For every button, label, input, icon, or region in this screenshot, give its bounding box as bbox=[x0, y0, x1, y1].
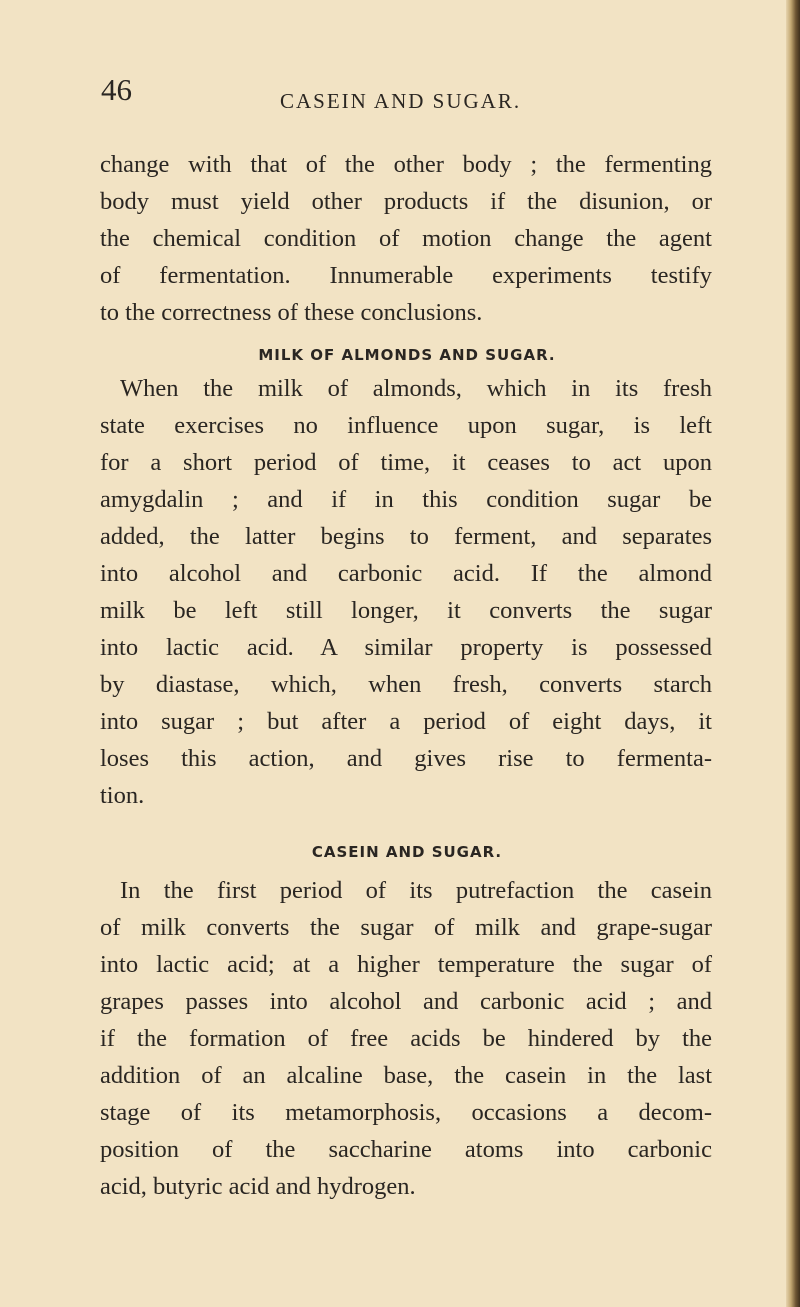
text-line: acid, butyric acid and hydrogen. bbox=[100, 1173, 416, 1200]
text-line: tion. bbox=[100, 782, 145, 809]
section-heading-casein-and-sugar: CASEIN AND SUGAR. bbox=[311, 843, 503, 861]
text-line: amygdalin ; and if in this condition sugar be bbox=[100, 486, 712, 513]
text-line: into lactic acid; at a higher temperature the sugar of bbox=[100, 951, 712, 978]
text-line: of milk converts the sugar of milk and grape-sugar bbox=[100, 914, 712, 941]
text-line: into alcohol and carbonic acid. If the almond bbox=[100, 560, 712, 587]
text-line: of fermentation. Innumerable experiments testify bbox=[100, 262, 712, 289]
section-heading-milk-of-almonds: MILK OF ALMONDS AND SUGAR. bbox=[258, 346, 556, 364]
text-line: if the formation of free acids be hindered by the bbox=[100, 1025, 712, 1052]
running-title: CASEIN AND SUGAR. bbox=[280, 89, 522, 113]
text-line: In the first period of its putrefaction the casein bbox=[120, 877, 712, 904]
paragraph-continuation bbox=[100, 146, 712, 331]
text-line: position of the saccharine atoms into carbonic bbox=[100, 1136, 712, 1163]
text-line: into sugar ; but after a period of eight days, it bbox=[100, 708, 712, 735]
text-line: to the correctness of these conclusions. bbox=[100, 299, 483, 326]
text-line: state exercises no influence upon sugar, is left bbox=[100, 412, 712, 439]
text-line: for a short period of time, it ceases to act upon bbox=[100, 449, 712, 476]
text-line: by diastase, which, when fresh, converts starch bbox=[100, 671, 712, 698]
paragraph-casein-and-sugar bbox=[100, 872, 712, 1205]
text-line: stage of its metamorphosis, occasions a decom- bbox=[100, 1099, 712, 1126]
text-line: milk be left still longer, it converts the sugar bbox=[100, 597, 712, 624]
page-number: 46 bbox=[101, 72, 132, 107]
text-line: grapes passes into alcohol and carbonic acid ; and bbox=[100, 988, 712, 1015]
paragraph-milk-of-almonds bbox=[100, 370, 712, 814]
text-line: When the milk of almonds, which in its fresh bbox=[120, 375, 712, 402]
text-line: change with that of the other body ; the fermenting bbox=[100, 151, 712, 178]
text-line: addition of an alcaline base, the casein in the last bbox=[100, 1062, 712, 1089]
text-line: body must yield other products if the disunion, or bbox=[100, 188, 712, 215]
text-line: added, the latter begins to ferment, and separates bbox=[100, 523, 712, 550]
page-edge-shadow bbox=[786, 0, 800, 1307]
text-line: the chemical condition of motion change the agent bbox=[100, 225, 712, 252]
text-line: loses this action, and gives rise to fermenta- bbox=[100, 745, 712, 772]
text-line: into lactic acid. A similar property is possessed bbox=[100, 634, 712, 661]
